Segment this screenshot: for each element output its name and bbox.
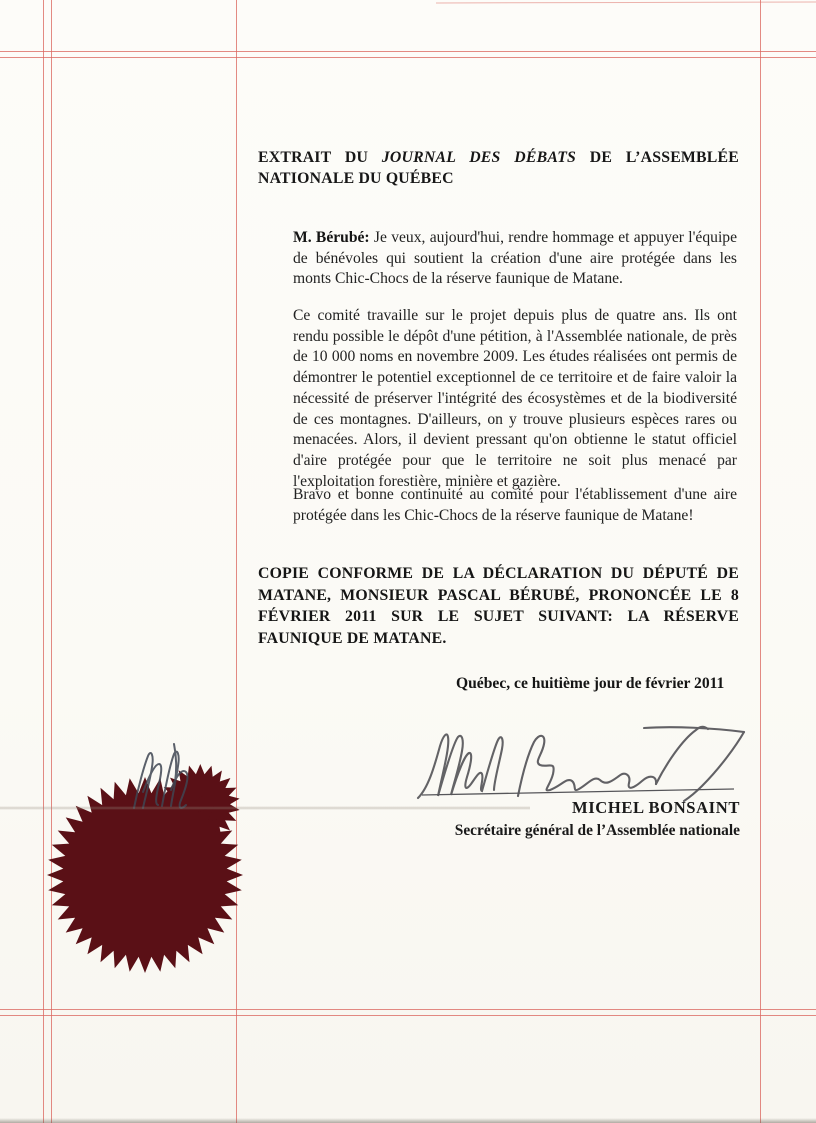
scan-edge-shadow: [0, 1118, 816, 1123]
document-title: [258, 147, 739, 189]
paragraph-2-text: Ce comité travaille sur le projet depuis plus de quatre ans. Ils ont rendu possible le dépôt d'une pétition, à l'Assemblée nationale, de près de 10 000 noms en novembre 2009. Les études réalisées ont permis de démontrer le potentiel exceptionnel de ce territoire et de faire valoir la nécessité de préserver l'intégrité des écosystèmes et de la biodiversité de ces montagnes. D'ailleurs, on y trouve plusieurs espèces rares ou menacées. Alors, il devient pressant qu'on obtienne le statut officiel d'aire protégée pour que le territoire ne soit plus menacé par l'exploitation forestière, minière et gazière.: [293, 307, 737, 490]
speaker-name: M. Bérubé:: [293, 229, 370, 246]
red-rule-bottom-outer: [0, 1009, 816, 1010]
title-suffix: DE L’ASSEMBLÉE NATIONALE DU QUÉBEC: [258, 149, 739, 187]
red-rule-right: [760, 0, 761, 1123]
embossed-seal: [38, 742, 253, 982]
paragraph-3-text: Bravo et bonne continuité au comité pour l'établissement d'une aire protégée dans les Chic-Chocs de la réserve faunique de Matane!: [293, 486, 737, 524]
signer-name: MICHEL BONSAINT: [571, 798, 740, 817]
title-prefix: EXTRAIT DU: [258, 149, 382, 166]
certification-statement: COPIE CONFORME DE LA DÉCLARATION DU DÉPUTÉ DE MATANE, MONSIEUR PASCAL BÉRUBÉ, PRONONCÉE LE 8 FÉVRIER 2011 SUR LE SUJET SUIVANT: LA RÉSERVE FAUNIQUE DE MATANE.: [258, 565, 739, 647]
red-rule-top-edge: [436, 2, 816, 4]
red-rule-bottom-inner: [0, 1015, 816, 1016]
signer-role: Secrétaire général de l’Assemblée nationale: [454, 822, 740, 839]
fold-crease: [0, 806, 530, 810]
paragraph-3: [293, 485, 737, 526]
title-journal-italic: JOURNAL DES DÉBATS: [381, 149, 577, 166]
paragraph-1: [293, 228, 737, 290]
paragraph-1-text: Je veux, aujourd'hui, rendre hommage et appuyer l'équipe de bénévoles qui soutient la création d'une aire protégée dans les monts Chic-Chocs de la réserve faunique de Matane.: [293, 229, 738, 288]
paragraph-2: [293, 306, 737, 492]
red-rule-top-outer: [0, 51, 816, 52]
signature-ink-icon: [414, 722, 746, 804]
dateline: Québec, ce huitième jour de février 2011: [456, 675, 725, 692]
red-rule-top-inner: [0, 57, 816, 58]
